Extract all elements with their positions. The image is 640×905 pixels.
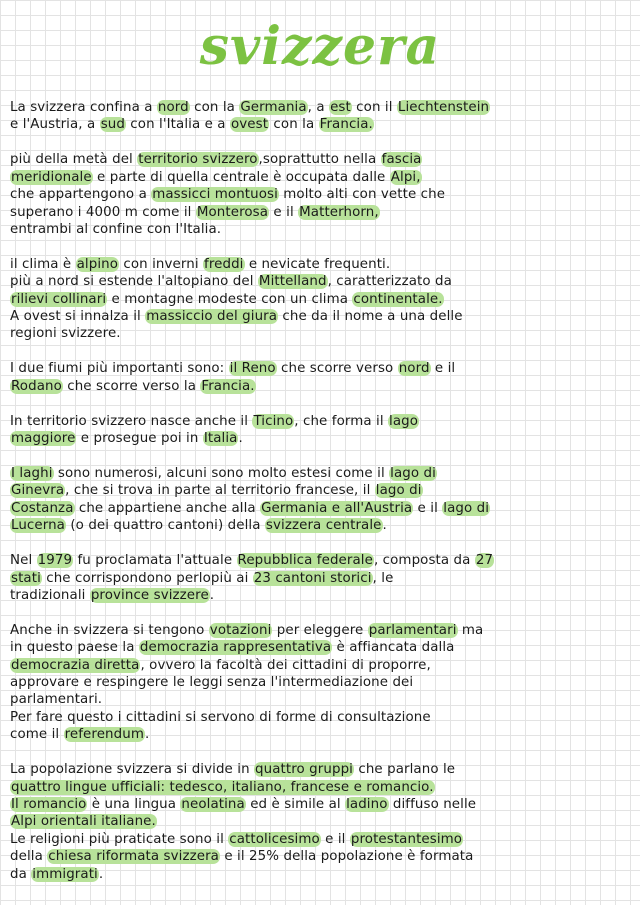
paragraph — [10, 99, 622, 134]
highlighted-term: fascia — [381, 152, 422, 168]
text-segment: il clima è — [10, 256, 76, 272]
highlighted-term: Monterosa — [196, 204, 269, 220]
highlighted-term: referendum — [64, 727, 144, 743]
text-line — [10, 761, 622, 778]
highlighted-term: continentale. — [353, 291, 443, 307]
highlighted-term: territorio svizzero — [138, 152, 258, 168]
text-segment: con l'Italia e a — [125, 117, 230, 133]
notes-body — [10, 99, 622, 901]
text-line — [10, 831, 622, 848]
text-segment: che da il nome a una delle — [278, 309, 463, 325]
highlighted-term: stati — [11, 570, 41, 586]
highlighted-term: Alpi orientali italiane. — [11, 814, 156, 830]
text-segment: A ovest si innalza il — [10, 309, 146, 325]
highlighted-term: ovest — [230, 117, 269, 133]
text-line — [10, 186, 622, 203]
text-line — [10, 552, 622, 569]
text-segment: e nevicate frequenti. — [244, 256, 391, 272]
text-segment: con inverni — [119, 256, 204, 272]
highlighted-term: lago di — [390, 466, 436, 481]
highlighted-term: 27 — [475, 553, 494, 569]
text-segment: con la — [189, 100, 240, 115]
paragraph — [10, 413, 622, 448]
text-segment: e montagne modeste con un clima — [107, 291, 353, 307]
text-line — [10, 813, 622, 830]
text-segment: , composta da — [373, 553, 475, 569]
paragraph — [10, 761, 622, 883]
highlighted-term: protestantesimo — [350, 831, 463, 847]
text-line — [10, 360, 622, 377]
text-segment: La svizzera confina a — [10, 100, 157, 115]
highlighted-term: Liechtenstein — [397, 100, 490, 115]
text-line — [10, 517, 622, 534]
highlighted-term: cattolicesimo — [229, 831, 320, 847]
text-segment: (o dei quattro cantoni) della — [65, 518, 265, 534]
text-segment: . — [209, 587, 215, 603]
highlighted-term: Francia. — [201, 378, 255, 394]
highlighted-term: votazioni — [209, 622, 272, 638]
text-line — [10, 465, 622, 482]
text-segment: più a nord si estende l'altopiano del — [10, 274, 258, 290]
highlighted-term: I laghi — [11, 466, 53, 481]
text-segment: per eleggere — [272, 622, 368, 638]
text-segment: ed è simile al — [245, 797, 346, 812]
text-line — [10, 151, 622, 168]
text-segment: , ovvero la facoltà dei cittadini di proporre, — [140, 657, 431, 673]
paragraph — [10, 622, 622, 744]
highlighted-term: lago di — [443, 500, 490, 516]
highlighted-term: Il romancio — [11, 797, 87, 812]
text-segment: e il — [269, 204, 299, 220]
text-segment: con il — [351, 100, 397, 115]
text-segment: più della metà del — [10, 152, 138, 168]
highlighted-term: lago di — [375, 483, 422, 499]
text-segment: che scorre verso — [276, 361, 398, 377]
highlighted-term: Alpi, — [390, 169, 421, 185]
text-line — [10, 430, 622, 447]
highlighted-term: maggiore — [11, 431, 76, 447]
text-segment: come il — [10, 727, 64, 743]
text-line — [10, 482, 622, 499]
highlighted-term: 1979 — [37, 553, 73, 569]
highlighted-term: Italia — [203, 431, 238, 447]
text-line — [10, 709, 622, 726]
text-segment: con la — [269, 117, 319, 133]
text-segment: che scorre verso la — [62, 378, 201, 394]
paragraph — [10, 552, 622, 604]
highlighted-term: province svizzere — [90, 587, 209, 603]
highlighted-term: rilievi collinari — [11, 291, 107, 307]
paragraph — [10, 151, 622, 238]
highlighted-term: Ticino — [253, 413, 294, 429]
text-segment: La popolazione svizzera si divide in — [10, 762, 255, 778]
paragraph — [10, 465, 622, 535]
text-line — [10, 325, 622, 342]
highlighted-term: Lucerna — [11, 518, 65, 534]
highlighted-term: alpino — [76, 256, 119, 272]
paragraph — [10, 360, 622, 395]
highlighted-term: quattro gruppi — [255, 762, 353, 778]
text-segment: e il — [413, 500, 443, 516]
text-segment: diffuso nelle — [388, 797, 477, 812]
text-segment: regioni svizzere. — [10, 326, 121, 342]
text-line — [10, 204, 622, 221]
page-title: svizzera — [199, 16, 441, 77]
highlighted-term: lago — [389, 413, 419, 429]
text-line — [10, 674, 622, 691]
text-line — [10, 413, 622, 430]
paragraph — [10, 256, 622, 343]
text-segment: superano i 4000 m come il — [10, 204, 196, 220]
highlighted-term: nord — [157, 100, 189, 115]
text-segment: . — [238, 431, 243, 447]
highlighted-term: chiesa riformata svizzera — [48, 849, 219, 865]
text-segment: è affiancata dalla — [332, 640, 455, 656]
text-segment: e il — [320, 831, 350, 847]
text-line — [10, 848, 622, 865]
text-line — [10, 622, 622, 639]
text-segment: da — [10, 866, 32, 882]
text-segment: che corrispondono perlopiù ai — [41, 570, 253, 586]
text-segment: che appartiene anche alla — [74, 500, 261, 516]
highlighted-term: massiccio del giura — [146, 309, 278, 325]
text-line — [10, 291, 622, 308]
text-segment: e l'Austria, a — [10, 117, 100, 133]
highlighted-term: massicci montuosi — [152, 187, 278, 203]
text-line — [10, 796, 622, 813]
highlighted-term: Repubblica federale — [237, 553, 373, 569]
text-segment: è una lingua — [87, 797, 181, 812]
text-segment: I due fiumi più importanti sono: — [10, 361, 229, 377]
highlighted-term: parlamentari — [368, 622, 457, 638]
text-segment: , a — [307, 100, 330, 115]
text-line — [10, 308, 622, 325]
text-segment: e parte di quella centrale è occupata dalle — [92, 169, 390, 185]
text-line — [10, 378, 622, 395]
text-segment: parlamentari. — [10, 692, 103, 708]
highlighted-term: Ginevra — [11, 483, 65, 499]
text-line — [10, 256, 622, 273]
text-line — [10, 639, 622, 656]
text-segment: ma — [457, 622, 484, 638]
highlighted-term: meridionale — [11, 169, 92, 185]
text-segment: entrambi al confine con l'Italia. — [10, 221, 222, 237]
highlighted-term: sud — [100, 117, 125, 133]
text-segment: . — [382, 518, 387, 534]
highlighted-term: Rodano — [11, 378, 62, 394]
highlighted-term: Matterhorn, — [299, 204, 379, 220]
text-segment: della — [10, 849, 48, 865]
text-line — [10, 691, 622, 708]
text-segment: fu proclamata l'attuale — [73, 553, 237, 569]
highlighted-term: democrazia rappresentativa — [139, 640, 332, 656]
highlighted-term: Mittelland — [258, 274, 327, 290]
highlighted-term: Francia. — [319, 117, 373, 133]
highlighted-term: Germania e all'Austria — [261, 500, 413, 516]
highlighted-term: quattro lingue ufficiali: tedesco, italiano, francese e romancio. — [11, 779, 434, 795]
text-line — [10, 116, 622, 133]
highlighted-term: nord — [398, 361, 430, 377]
text-segment: . — [98, 866, 104, 882]
text-segment: , le — [372, 570, 394, 586]
highlighted-term: neolatina — [181, 797, 245, 812]
text-line — [10, 657, 622, 674]
text-line — [10, 221, 622, 238]
text-segment: Le religioni più praticate sono il — [10, 831, 229, 847]
text-segment: . — [144, 727, 150, 743]
text-segment: ,soprattutto nella — [258, 152, 381, 168]
text-segment: tradizionali — [10, 587, 90, 603]
highlighted-term: democrazia diretta — [11, 657, 140, 673]
text-segment: In territorio svizzero nasce anche il — [10, 413, 253, 429]
highlighted-term: 23 cantoni storici — [253, 570, 372, 586]
highlighted-term: Germania — [240, 100, 307, 115]
text-line — [10, 779, 622, 796]
highlighted-term: Costanza — [11, 500, 74, 516]
text-segment: in questo paese la — [10, 640, 139, 656]
text-segment: Anche in svizzera si tengono — [10, 622, 209, 638]
text-line — [10, 587, 622, 604]
highlighted-term: freddi — [204, 256, 244, 272]
text-line — [10, 570, 622, 587]
highlighted-term: svizzera centrale — [265, 518, 382, 534]
text-line — [10, 866, 622, 883]
highlighted-term: ladino — [346, 797, 388, 812]
text-segment: , che si trova in parte al territorio francese, il — [65, 483, 375, 499]
text-segment: sono numerosi, alcuni sono molto estesi come il — [53, 466, 390, 481]
text-segment: , caratterizzato da — [327, 274, 452, 290]
text-segment: approvare e respingere le leggi senza l'intermediazione dei — [10, 675, 414, 691]
text-line — [10, 99, 622, 116]
text-segment: , che forma il — [294, 413, 389, 429]
text-segment: che parlano le — [354, 762, 456, 778]
text-segment: e il 25% della popolazione è formata — [220, 849, 474, 865]
text-segment: molto alti con vette che — [278, 187, 446, 203]
highlighted-term: est — [330, 100, 351, 115]
highlighted-term: il Reno — [229, 361, 276, 377]
text-segment: Per fare questo i cittadini si servono di forme di consultazione — [10, 709, 431, 725]
text-line — [10, 169, 622, 186]
text-line — [10, 273, 622, 290]
text-segment: che appartengono a — [10, 187, 152, 203]
text-segment: e il — [430, 361, 456, 377]
highlighted-term: immigrati — [32, 866, 98, 882]
text-segment: e prosegue poi in — [76, 431, 203, 447]
text-line — [10, 726, 622, 743]
text-line — [10, 500, 622, 517]
text-segment: Nel — [10, 553, 37, 569]
